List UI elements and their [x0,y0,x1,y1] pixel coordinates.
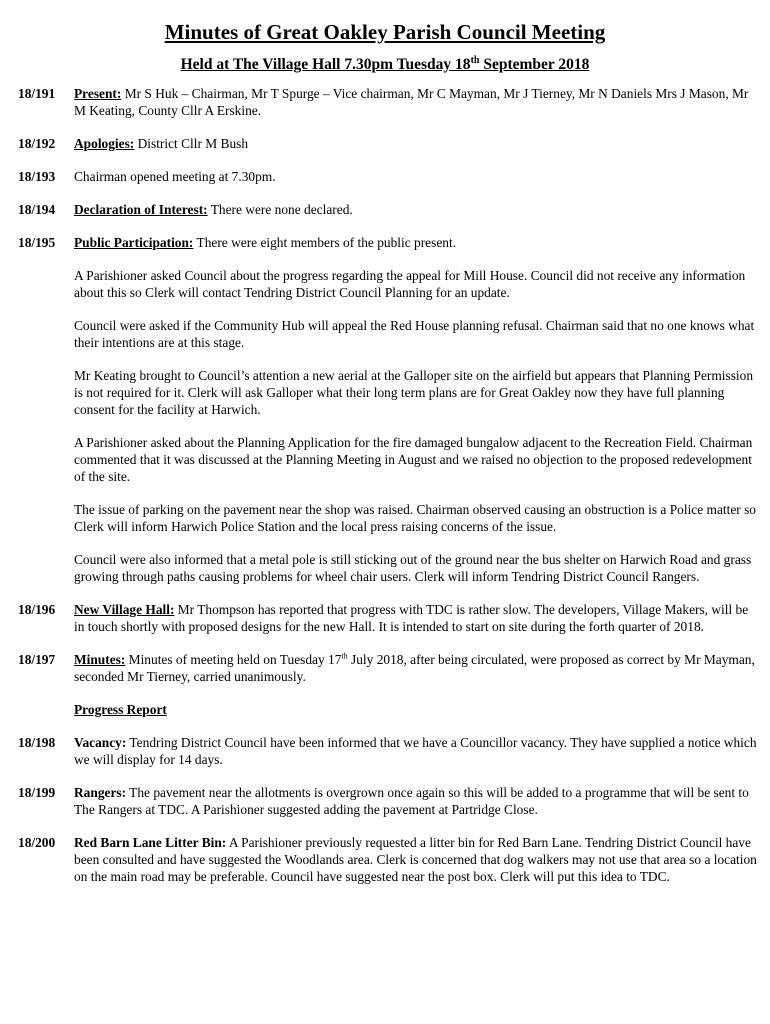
minute-item-18-194 [18,201,758,218]
item-content [74,135,758,152]
item-content [74,784,758,818]
item-content [74,234,758,251]
progress-report-heading: Progress Report [74,702,167,717]
item-number: 18/199 [18,785,56,800]
item-text: Tendring District Council have been informed that we have a Councillor vacancy. They have supplied a notice which we will display for 14 days. [74,735,757,767]
public-participation-paragraph: Council were also informed that a metal pole is still sticking out of the ground near the bus shelter on Harwich Road and grass growing through paths causing problems for wheel chair users. Clerk will inform Tendring District Council Rangers. [74,552,752,584]
item-text: The pavement near the allotments is overgrown once again so this will be added to a programme that will be sent to The Rangers at TDC. A Parishioner suggested adding the pavement at Partridge Close. [74,785,749,817]
item-content [74,651,758,685]
item-text: A Parishioner previously requested a litter bin for Red Barn Lane. Tendring District Council have been consulted and have suggested the Woodlands area. Clerk is concerned that dog walkers may not use that area so a location on the main road may be preferable. Council have suggested near the post box. Clerk will put this idea to TDC. [74,835,757,884]
item-text: Chairman opened meeting at 7.30pm. [74,169,276,184]
ordinal-suffix: th [341,651,348,661]
item-content [74,85,758,119]
item-label: Public Participation: [74,235,194,250]
item-content [74,601,758,635]
public-participation-paragraph: The issue of parking on the pavement near the shop was raised. Chairman observed causing an obstruction is a Police matter so Clerk will inform Harwich Police Station and the local press raising concerns of the issue. [74,502,756,534]
item-label: Declaration of Interest: [74,202,208,217]
minute-item-18-191 [18,85,758,119]
item-content [74,201,758,218]
public-participation-paragraph: Council were asked if the Community Hub will appeal the Red House planning refusal. Chairman said that no one knows what their intentions are at this stage. [74,318,755,350]
item-number: 18/197 [18,652,56,667]
item-number: 18/198 [18,735,56,750]
item-text: Mr S Huk – Chairman, Mr T Spurge – Vice chairman, Mr C Mayman, Mr J Tierney, Mr N Daniels Mrs J Mason, Mr M Keating, County Cllr A Erskine. [74,86,749,118]
minute-item-18-192 [18,135,758,152]
item-label: Minutes: [74,652,126,667]
item-number: 18/195 [18,235,56,250]
item-number: 18/192 [18,136,56,151]
minute-item-18-197 [18,651,758,685]
minute-item-18-196 [18,601,758,635]
minutes-body [18,85,758,901]
item-text: There were eight members of the public present. [193,235,457,250]
public-participation-paragraph: A Parishioner asked about the Planning Application for the fire damaged bungalow adjacent to the Recreation Field. Chairman commented that it was discussed at the Planning Meeting in August and we raised no objection to the proposed redevelopment of the site. [74,435,753,484]
meeting-subtitle: Held at The Village Hall 7.30pm Tuesday 18th September 2018 [180,54,590,73]
public-participation-paragraph: A Parishioner asked Council about the progress regarding the appeal for Mill House. Council did not receive any information about this so Clerk will contact Tendring District Council Planning for an update. [74,268,746,300]
item-text: District Cllr M Bush [134,136,249,151]
item-label: Apologies: [74,136,135,151]
minute-item-18-195 [18,234,758,251]
item-label: New Village Hall: [74,602,175,617]
item-number: 18/193 [18,169,56,184]
minute-item-18-199 [18,784,758,818]
item-content [74,168,758,185]
item-label: Rangers: [74,785,127,800]
item-label: Vacancy: [74,735,127,750]
item-number: 18/196 [18,602,56,617]
minute-item-18-198 [18,734,758,768]
minute-item-18-193 [18,168,758,185]
item-text: Minutes of meeting held on Tuesday 17 [125,652,342,667]
item-text: Mr Thompson has reported that progress with TDC is rather slow. The developers, Village Makers, will be in touch shortly with proposed designs for the new Hall. It is intended to start on site during the forth quarter of 2018. [74,602,749,634]
item-content [74,834,758,885]
item-content [74,734,758,768]
page-title: Minutes of Great Oakley Parish Council Meeting [164,20,606,44]
item-text: July 2018, after being circulated, were proposed as correct by Mr Mayman, seconded Mr Tierney, carried unanimously. [74,652,755,684]
item-label: Present: [74,86,122,101]
public-participation-paragraph: Mr Keating brought to Council’s attention a new aerial at the Galloper site on the airfield but appears that Planning Permission is not required for it. Clerk will ask Galloper what their long term plans are for Great Oakley now they have full planning consent for the facility at Harwich. [74,368,754,417]
item-number: 18/194 [18,202,56,217]
item-text: There were none declared. [207,202,353,217]
item-number: 18/200 [18,835,56,850]
minute-item-18-200 [18,834,758,885]
item-label: Red Barn Lane Litter Bin: [74,835,227,850]
item-number: 18/191 [18,86,56,101]
